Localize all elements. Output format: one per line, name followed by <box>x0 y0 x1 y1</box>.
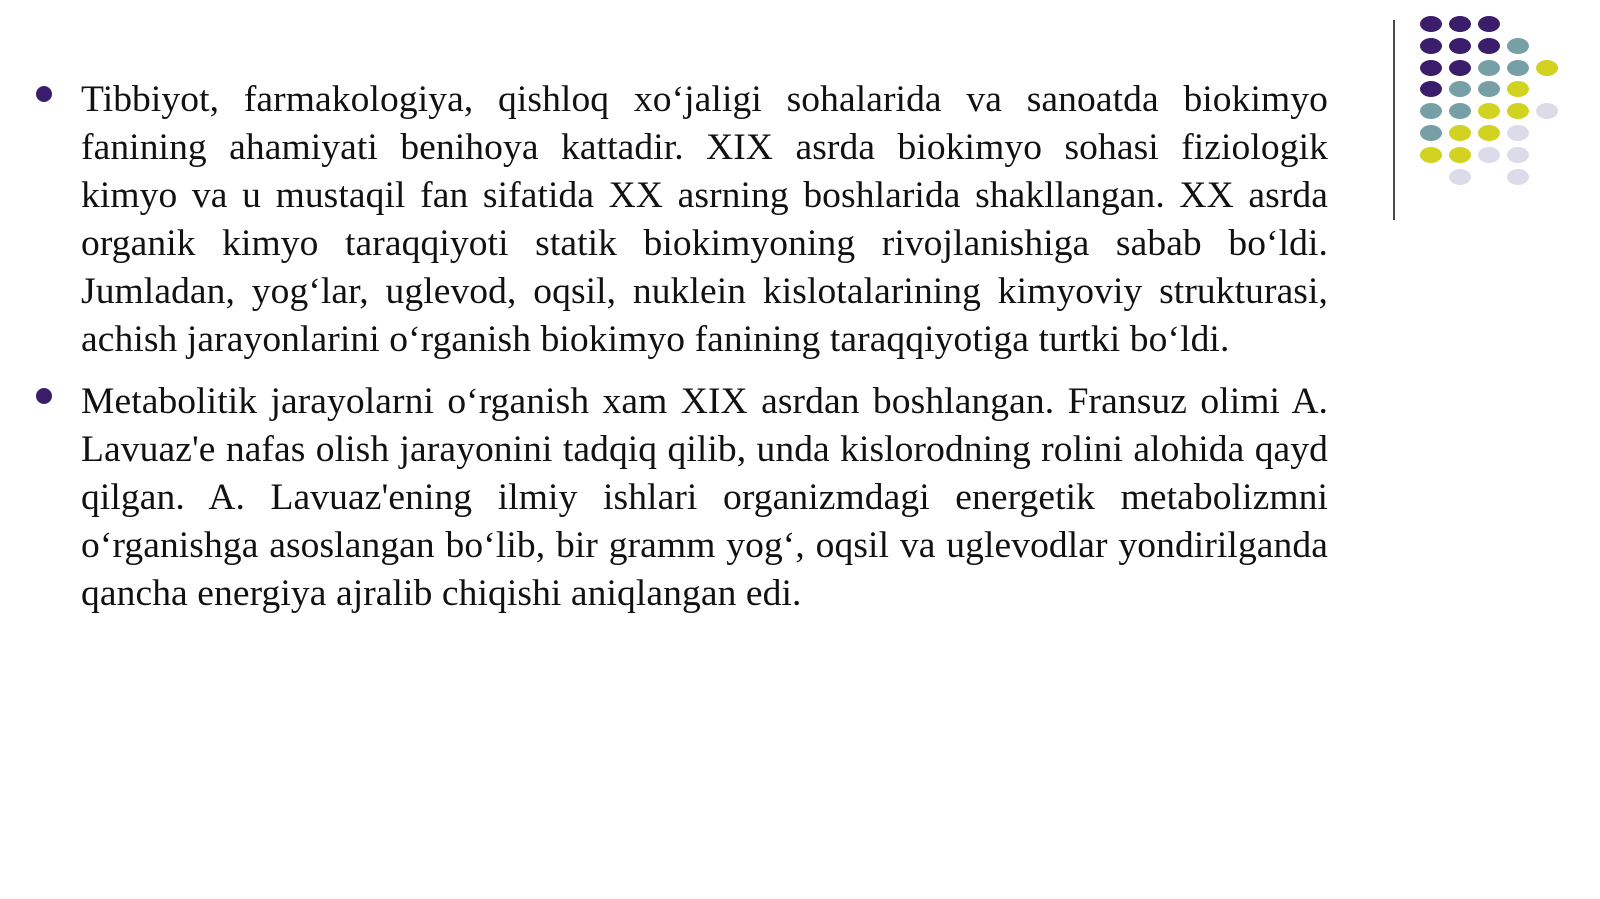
decorative-dot-grid <box>1420 16 1590 196</box>
decorative-dot <box>1420 103 1442 119</box>
decorative-dot <box>1449 38 1471 54</box>
decorative-dot <box>1420 81 1442 97</box>
bullet-item-2 <box>36 378 1328 618</box>
decorative-dot <box>1507 81 1529 97</box>
decorative-dot <box>1478 125 1500 141</box>
bullet-text-2: Metabolitik jarayolarni o‘rganish xam XIX asrdan boshlangan. Fransuz olimi A. Lavuaz'e nafas olish jarayonini tadqiq qilib, unda kislorodning rolini alohida qayd qilgan. A. Lavuaz'ening ilmiy ishlari organizmdagi energetik metabolizmni o‘rganishga asoslangan bo‘lib, bir gramm yog‘, oqsil va uglevodlar yondirilganda qancha energiya ajralib chiqishi aniqlangan edi. <box>81 381 1328 614</box>
decorative-dot <box>1449 103 1471 119</box>
decorative-dot <box>1420 147 1442 163</box>
decorative-dot <box>1478 60 1500 76</box>
vertical-divider-line <box>1393 20 1395 220</box>
decorative-dot <box>1449 169 1471 185</box>
decorative-dot <box>1420 125 1442 141</box>
decorative-dot <box>1449 60 1471 76</box>
bullet-item-1 <box>36 76 1328 364</box>
decorative-dot <box>1536 60 1558 76</box>
decorative-dot <box>1507 125 1529 141</box>
decorative-dot <box>1507 147 1529 163</box>
bullet-icon <box>36 86 52 102</box>
decorative-dot <box>1507 60 1529 76</box>
decorative-dot <box>1478 103 1500 119</box>
decorative-dot <box>1449 147 1471 163</box>
decorative-dot <box>1507 103 1529 119</box>
decorative-dot <box>1507 38 1529 54</box>
bullet-icon <box>36 388 52 404</box>
decorative-dot <box>1420 38 1442 54</box>
decorative-dot <box>1478 81 1500 97</box>
decorative-dot <box>1420 60 1442 76</box>
bullet-text-1: Tibbiyot, farmakologiya, qishloq xo‘jaligi sohalarida va sanoatda biokimyo fanining ahamiyati benihoya kattadir. XIX asrda biokimyo sohasi fiziologik kimyo va u mustaqil fan sifatida XX asrning boshlarida shakllangan. XX asrda organik kimyo taraqqiyoti statik biokimyoning rivojlanishiga sabab bo‘ldi. Jumladan, yog‘lar, uglevod, oqsil, nuklein kislotalarining kimyoviy strukturasi, achish jarayonlarini o‘rganish biokimyo fanining taraqqiyotiga turtki bo‘ldi. <box>81 79 1328 360</box>
decorative-dot <box>1478 16 1500 32</box>
decorative-dot <box>1449 81 1471 97</box>
decorative-dot <box>1478 147 1500 163</box>
decorative-dot <box>1507 169 1529 185</box>
decorative-dot <box>1449 125 1471 141</box>
decorative-dot <box>1536 103 1558 119</box>
decorative-dot <box>1420 16 1442 32</box>
decorative-dot <box>1478 38 1500 54</box>
slide-body <box>36 76 1328 632</box>
decorative-dot <box>1449 16 1471 32</box>
